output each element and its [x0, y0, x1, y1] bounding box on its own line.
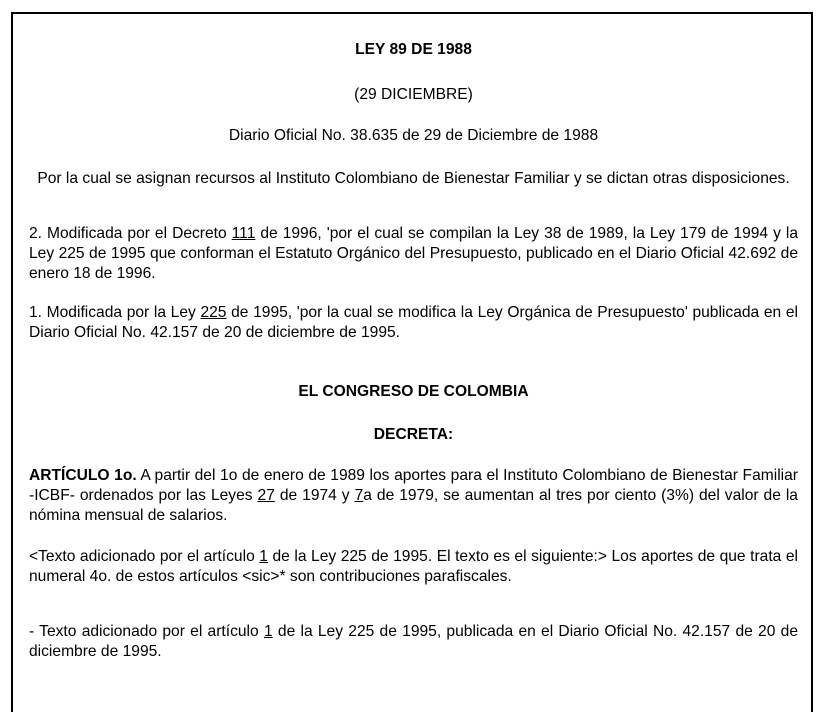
note-1-suffix: de 1995, 'por la cual se modifica la Ley Orgánica de Presupuesto' publicada en el Diario Oficial No. 42.157 de 20 de diciembre de 1995.	[29, 304, 798, 341]
addition-note-1	[29, 547, 798, 587]
addition-note-2	[29, 622, 798, 662]
note-1-prefix: 1. Modificada por la Ley	[29, 304, 201, 321]
addition-1-suffix: de la Ley 225 de 1995. El texto es el siguiente:> Los aportes de que trata el numeral 4o. de estos artículos <sic>* son contribuciones parafiscales.	[29, 548, 798, 585]
modification-note-1	[29, 303, 798, 343]
note-2-prefix: 2. Modificada por el Decreto	[29, 225, 232, 242]
decreta-heading: DECRETA:	[373, 426, 454, 443]
law-title: LEY 89 DE 1988	[355, 41, 472, 58]
addition-2-suffix: de la Ley 225 de 1995, publicada en el Diario Oficial No. 42.157 de 20 de diciembre de 1995.	[29, 623, 798, 660]
article-1-label: ARTÍCULO 1o.	[29, 467, 137, 484]
article-1	[29, 466, 798, 526]
addition-1-prefix: <Texto adicionado por el artículo	[29, 548, 260, 565]
addition-2-prefix: - Texto adicionado por el artículo	[29, 623, 264, 640]
ley-7-link[interactable]: 7	[354, 487, 364, 504]
articulo-1-link[interactable]: 1	[259, 548, 268, 565]
article-1-part1: A partir del 1o de enero de 1989 los aportes para el Instituto Colombiano de Bienestar Familiar -ICBF- ordenados por las Leyes	[29, 467, 798, 504]
modification-note-2	[29, 224, 798, 284]
ley-225-link[interactable]: 225	[200, 304, 227, 321]
articulo-1-link-2[interactable]: 1	[263, 623, 273, 640]
law-date: (29 DICIEMBRE)	[354, 86, 473, 103]
decreto-111-link[interactable]: 111	[231, 225, 256, 242]
ley-27-link[interactable]: 27	[257, 487, 275, 504]
congress-heading: EL CONGRESO DE COLOMBIA	[298, 383, 529, 400]
article-1-part3: a de 1979, se aumentan al tres por ciento (3%) del valor de la nómina mensual de salarios.	[29, 487, 798, 524]
article-1-part2: de 1974 y	[274, 487, 355, 504]
note-2-suffix: de 1996, 'por el cual se compilan la Ley 38 de 1989, la Ley 179 de 1994 y la Ley 225 de 1995 que conforman el Estatuto Orgánico del Presupuesto, publicado en el Diario Oficial 42.692 de enero 18 de 1996.	[29, 225, 799, 282]
law-summary: Por la cual se asignan recursos al Instituto Colombiano de Bienestar Familiar y se dictan otras disposiciones.	[37, 170, 790, 187]
document-content	[29, 40, 798, 662]
gazette-reference: Diario Oficial No. 38.635 de 29 de Diciembre de 1988	[228, 127, 599, 144]
